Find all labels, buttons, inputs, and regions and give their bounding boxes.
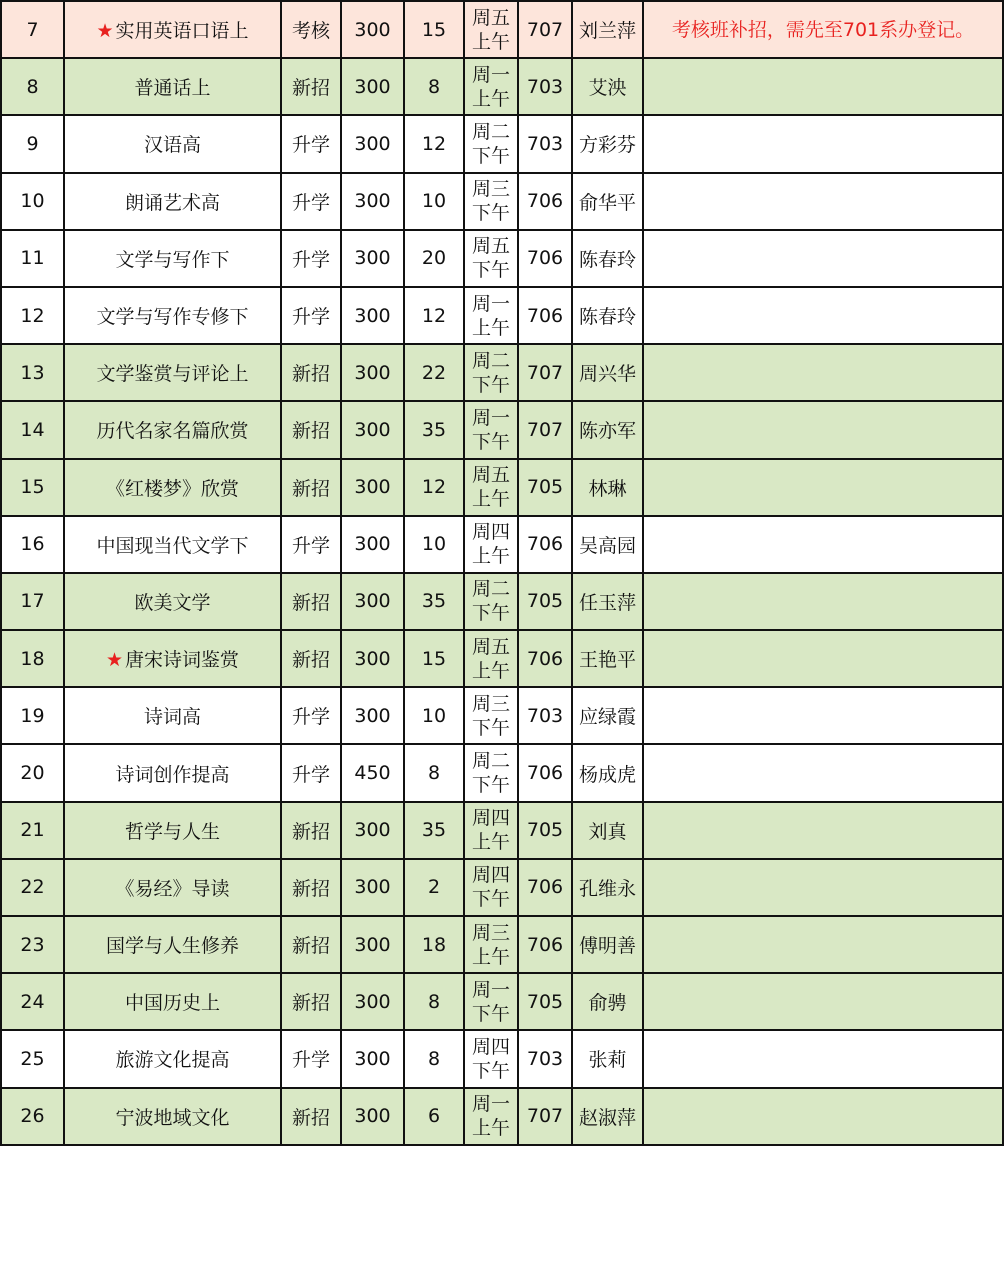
- class-day: 周一: [471, 1093, 510, 1116]
- note: [643, 687, 1003, 744]
- course-name: 《红楼梦》欣赏: [105, 477, 239, 500]
- teacher-name: 陈亦军: [572, 401, 643, 458]
- teacher-name: 艾泱: [572, 58, 643, 115]
- note: [643, 173, 1003, 230]
- course-name-cell: [64, 973, 281, 1030]
- class-time: [464, 630, 518, 687]
- enrollment-type: 新招: [281, 573, 341, 630]
- enrollment-type: 升学: [281, 173, 341, 230]
- row-number: 15: [1, 459, 64, 516]
- class-period: 上午: [471, 545, 510, 568]
- row-number: 8: [1, 58, 64, 115]
- enrollment-type: 新招: [281, 802, 341, 859]
- course-name-cell: [64, 630, 281, 687]
- course-name: 《易经》导读: [115, 877, 230, 900]
- room-number: 706: [518, 516, 572, 573]
- class-day: 周二: [471, 578, 510, 601]
- course-name: 旅游文化提高: [115, 1049, 230, 1072]
- course-name: 宁波地域文化: [115, 1106, 230, 1129]
- course-name: 汉语高: [143, 134, 201, 157]
- note: [643, 230, 1003, 287]
- enrollment-type: 升学: [281, 1030, 341, 1087]
- fee: 300: [341, 344, 404, 401]
- enrollment-count: 18: [404, 916, 464, 973]
- class-day: 周四: [471, 1035, 510, 1058]
- enrollment-type: 新招: [281, 401, 341, 458]
- class-time: [464, 115, 518, 172]
- row-number: 14: [1, 401, 64, 458]
- class-time: [464, 344, 518, 401]
- enrollment-count: 10: [404, 687, 464, 744]
- teacher-name: 林琳: [572, 459, 643, 516]
- room-number: 706: [518, 859, 572, 916]
- enrollment-type: 升学: [281, 115, 341, 172]
- teacher-name: 任玉萍: [572, 573, 643, 630]
- table-row: [1, 230, 1003, 287]
- row-number: 13: [1, 344, 64, 401]
- class-day: 周四: [471, 864, 510, 887]
- room-number: 706: [518, 230, 572, 287]
- class-time: [464, 573, 518, 630]
- class-period: 上午: [471, 488, 510, 511]
- teacher-name: 俞华平: [572, 173, 643, 230]
- table-row: [1, 287, 1003, 344]
- enrollment-type: 升学: [281, 744, 341, 801]
- fee: 300: [341, 230, 404, 287]
- course-name: 历代名家名篇欣赏: [96, 420, 249, 443]
- course-name: 普通话上: [134, 77, 211, 100]
- class-day: 周三: [471, 178, 510, 201]
- room-number: 703: [518, 58, 572, 115]
- enrollment-count: 22: [404, 344, 464, 401]
- course-name: 诗词高: [143, 706, 201, 729]
- class-time: [464, 1088, 518, 1145]
- fee: 300: [341, 58, 404, 115]
- room-number: 706: [518, 744, 572, 801]
- table-row: [1, 1088, 1003, 1145]
- class-time: [464, 916, 518, 973]
- table-row: [1, 1030, 1003, 1087]
- row-number: 23: [1, 916, 64, 973]
- course-name: 实用英语口语上: [115, 20, 249, 43]
- course-name-cell: [64, 173, 281, 230]
- note: [643, 287, 1003, 344]
- row-number: 12: [1, 287, 64, 344]
- table-row: [1, 916, 1003, 973]
- class-period: 上午: [471, 87, 510, 110]
- course-name-cell: [64, 115, 281, 172]
- class-period: 上午: [471, 30, 510, 53]
- table-body: [1, 1, 1003, 1145]
- row-number: 10: [1, 173, 64, 230]
- class-period: 上午: [471, 316, 510, 339]
- course-name: 文学鉴赏与评论上: [96, 363, 249, 386]
- teacher-name: 王艳平: [572, 630, 643, 687]
- table-row: [1, 630, 1003, 687]
- fee: 300: [341, 916, 404, 973]
- class-period: 下午: [471, 259, 510, 282]
- class-time: [464, 459, 518, 516]
- class-time: [464, 516, 518, 573]
- enrollment-count: 6: [404, 1088, 464, 1145]
- class-period: 上午: [471, 1117, 510, 1140]
- room-number: 707: [518, 344, 572, 401]
- course-name: 中国现当代文学下: [96, 534, 249, 557]
- row-number: 19: [1, 687, 64, 744]
- room-number: 703: [518, 1030, 572, 1087]
- course-name-cell: [64, 287, 281, 344]
- teacher-name: 杨成虎: [572, 744, 643, 801]
- enrollment-type: 新招: [281, 630, 341, 687]
- enrollment-type: 新招: [281, 459, 341, 516]
- enrollment-count: 8: [404, 973, 464, 1030]
- course-name: 朗诵艺术高: [124, 191, 220, 214]
- class-time: [464, 859, 518, 916]
- enrollment-count: 15: [404, 1, 464, 58]
- note: [643, 744, 1003, 801]
- table-row: [1, 344, 1003, 401]
- fee: 300: [341, 1, 404, 58]
- teacher-name: 陈春玲: [572, 287, 643, 344]
- class-day: 周五: [471, 635, 510, 658]
- class-time: [464, 230, 518, 287]
- teacher-name: 方彩芬: [572, 115, 643, 172]
- class-period: 下午: [471, 430, 510, 453]
- note: [643, 973, 1003, 1030]
- class-period: 上午: [471, 831, 510, 854]
- enrollment-count: 15: [404, 630, 464, 687]
- teacher-name: 刘真: [572, 802, 643, 859]
- room-number: 707: [518, 1, 572, 58]
- star-icon: ★: [105, 649, 124, 672]
- course-name-cell: [64, 859, 281, 916]
- class-period: 上午: [471, 659, 510, 682]
- room-number: 707: [518, 401, 572, 458]
- enrollment-count: 2: [404, 859, 464, 916]
- row-number: 11: [1, 230, 64, 287]
- fee: 300: [341, 516, 404, 573]
- course-name-cell: [64, 344, 281, 401]
- class-time: [464, 744, 518, 801]
- course-name-cell: [64, 516, 281, 573]
- class-period: 下午: [471, 144, 510, 167]
- fee: 300: [341, 687, 404, 744]
- class-period: 下午: [471, 716, 510, 739]
- teacher-name: 吴高园: [572, 516, 643, 573]
- teacher-name: 周兴华: [572, 344, 643, 401]
- class-day: 周一: [471, 63, 510, 86]
- course-name-cell: [64, 459, 281, 516]
- class-day: 周三: [471, 692, 510, 715]
- fee: 300: [341, 1088, 404, 1145]
- course-name: 文学与写作专修下: [96, 306, 249, 329]
- table-row: [1, 973, 1003, 1030]
- enrollment-type: 新招: [281, 859, 341, 916]
- course-name-cell: [64, 1088, 281, 1145]
- class-period: 下午: [471, 602, 510, 625]
- note: [643, 401, 1003, 458]
- fee: 300: [341, 401, 404, 458]
- enrollment-count: 12: [404, 287, 464, 344]
- course-name-cell: [64, 802, 281, 859]
- teacher-name: 俞骋: [572, 973, 643, 1030]
- class-day: 周五: [471, 464, 510, 487]
- room-number: 706: [518, 916, 572, 973]
- room-number: 705: [518, 802, 572, 859]
- room-number: 705: [518, 459, 572, 516]
- room-number: 706: [518, 630, 572, 687]
- room-number: 706: [518, 287, 572, 344]
- enrollment-count: 8: [404, 58, 464, 115]
- room-number: 706: [518, 173, 572, 230]
- row-number: 18: [1, 630, 64, 687]
- table-row: [1, 459, 1003, 516]
- enrollment-type: 升学: [281, 516, 341, 573]
- course-name-cell: [64, 230, 281, 287]
- class-day: 周四: [471, 807, 510, 830]
- note: [643, 916, 1003, 973]
- room-number: 705: [518, 573, 572, 630]
- class-period: 下午: [471, 1002, 510, 1025]
- class-day: 周二: [471, 120, 510, 143]
- fee: 300: [341, 973, 404, 1030]
- class-time: [464, 58, 518, 115]
- note: [643, 573, 1003, 630]
- teacher-name: 赵淑萍: [572, 1088, 643, 1145]
- enrollment-count: 35: [404, 573, 464, 630]
- fee: 300: [341, 459, 404, 516]
- enrollment-count: 35: [404, 401, 464, 458]
- class-time: [464, 1030, 518, 1087]
- class-period: 下午: [471, 774, 510, 797]
- class-time: [464, 401, 518, 458]
- class-time: [464, 1, 518, 58]
- class-day: 周三: [471, 921, 510, 944]
- note: [643, 802, 1003, 859]
- class-day: 周二: [471, 349, 510, 372]
- room-number: 703: [518, 115, 572, 172]
- row-number: 26: [1, 1088, 64, 1145]
- course-name: 中国历史上: [124, 992, 220, 1015]
- row-number: 17: [1, 573, 64, 630]
- course-name-cell: [64, 573, 281, 630]
- enrollment-count: 12: [404, 115, 464, 172]
- course-name: 诗词创作提高: [115, 763, 230, 786]
- table-row: [1, 802, 1003, 859]
- course-name: 文学与写作下: [115, 248, 230, 271]
- class-day: 周二: [471, 750, 510, 773]
- note: [643, 859, 1003, 916]
- teacher-name: 张莉: [572, 1030, 643, 1087]
- class-period: 上午: [471, 945, 510, 968]
- course-name: 唐宋诗词鉴赏: [125, 649, 240, 672]
- note: [643, 516, 1003, 573]
- course-name: 欧美文学: [134, 591, 211, 614]
- note: [643, 58, 1003, 115]
- enrollment-type: 考核: [281, 1, 341, 58]
- teacher-name: 傅明善: [572, 916, 643, 973]
- enrollment-count: 8: [404, 744, 464, 801]
- room-number: 703: [518, 687, 572, 744]
- class-period: 下午: [471, 202, 510, 225]
- enrollment-type: 新招: [281, 916, 341, 973]
- fee: 300: [341, 573, 404, 630]
- teacher-name: 孔维永: [572, 859, 643, 916]
- table-row: [1, 115, 1003, 172]
- row-number: 20: [1, 744, 64, 801]
- course-name-cell: [64, 401, 281, 458]
- class-day: 周五: [471, 235, 510, 258]
- course-name-cell: [64, 58, 281, 115]
- row-number: 21: [1, 802, 64, 859]
- table-row: [1, 744, 1003, 801]
- enrollment-type: 新招: [281, 58, 341, 115]
- class-day: 周一: [471, 406, 510, 429]
- fee: 300: [341, 115, 404, 172]
- class-day: 周一: [471, 978, 510, 1001]
- table-row: [1, 1, 1003, 58]
- row-number: 7: [1, 1, 64, 58]
- table-row: [1, 58, 1003, 115]
- enrollment-type: 升学: [281, 287, 341, 344]
- note: [643, 1030, 1003, 1087]
- class-period: 下午: [471, 888, 510, 911]
- table-row: [1, 687, 1003, 744]
- note: [643, 459, 1003, 516]
- room-number: 707: [518, 1088, 572, 1145]
- enrollment-count: 10: [404, 173, 464, 230]
- note: [643, 115, 1003, 172]
- fee: 300: [341, 173, 404, 230]
- course-name-cell: [64, 744, 281, 801]
- teacher-name: 刘兰萍: [572, 1, 643, 58]
- fee: 300: [341, 287, 404, 344]
- enrollment-count: 8: [404, 1030, 464, 1087]
- enrollment-type: 新招: [281, 344, 341, 401]
- row-number: 25: [1, 1030, 64, 1087]
- enrollment-type: 升学: [281, 230, 341, 287]
- table-row: [1, 573, 1003, 630]
- enrollment-count: 10: [404, 516, 464, 573]
- course-name-cell: [64, 687, 281, 744]
- row-number: 16: [1, 516, 64, 573]
- class-time: [464, 687, 518, 744]
- row-number: 9: [1, 115, 64, 172]
- class-time: [464, 173, 518, 230]
- class-time: [464, 802, 518, 859]
- note: [643, 344, 1003, 401]
- course-name-cell: [64, 1030, 281, 1087]
- teacher-name: 应绿霞: [572, 687, 643, 744]
- class-day: 周四: [471, 521, 510, 544]
- class-period: 下午: [471, 1059, 510, 1082]
- enrollment-type: 升学: [281, 687, 341, 744]
- star-icon: ★: [96, 20, 114, 43]
- fee: 300: [341, 630, 404, 687]
- enrollment-type: 新招: [281, 1088, 341, 1145]
- note: [643, 1088, 1003, 1145]
- table-row: [1, 401, 1003, 458]
- table-row: [1, 173, 1003, 230]
- teacher-name: 陈春玲: [572, 230, 643, 287]
- class-day: 周一: [471, 292, 510, 315]
- class-time: [464, 287, 518, 344]
- course-name: 哲学与人生: [124, 820, 220, 843]
- enrollment-count: 12: [404, 459, 464, 516]
- fee: 450: [341, 744, 404, 801]
- note: 考核班补招，需先至701系办登记。: [643, 1, 1003, 58]
- fee: 300: [341, 802, 404, 859]
- fee: 300: [341, 1030, 404, 1087]
- room-number: 705: [518, 973, 572, 1030]
- row-number: 22: [1, 859, 64, 916]
- class-day: 周五: [471, 6, 510, 29]
- class-period: 下午: [471, 373, 510, 396]
- course-name-cell: [64, 916, 281, 973]
- row-number: 24: [1, 973, 64, 1030]
- table-row: [1, 516, 1003, 573]
- enrollment-type: 新招: [281, 973, 341, 1030]
- enrollment-count: 20: [404, 230, 464, 287]
- course-name: 国学与人生修养: [105, 935, 239, 958]
- fee: 300: [341, 859, 404, 916]
- class-time: [464, 973, 518, 1030]
- enrollment-count: 35: [404, 802, 464, 859]
- table-row: [1, 859, 1003, 916]
- note: [643, 630, 1003, 687]
- course-name-cell: [64, 1, 281, 58]
